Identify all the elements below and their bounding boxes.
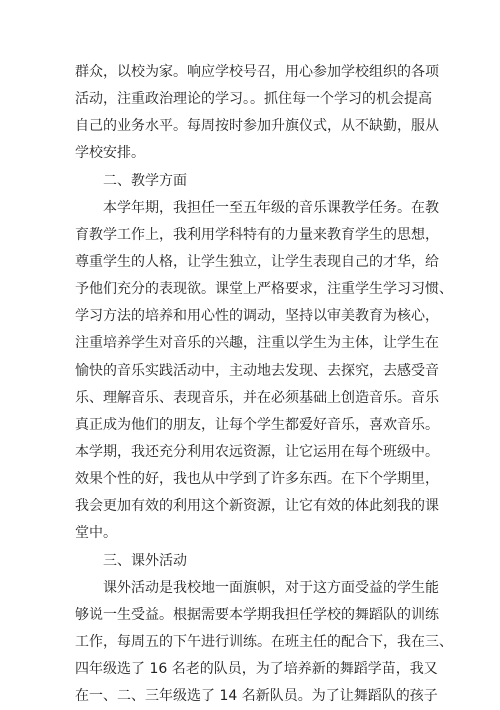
- text-line: 自己的业务水平。每周按时参加升旗仪式，从不缺勤，服从: [75, 118, 439, 135]
- text-line: 四年级选了 16 名老的队员，为了培养新的舞蹈学苗，我又: [75, 661, 438, 678]
- paragraph-first-line: 课外活动是我校地一面旗帜，对于这方面受益的学生能: [103, 579, 439, 596]
- text-line: 真正成为他们的朋友，让每个学生都爱好音乐，喜欢音乐。: [75, 416, 439, 433]
- text-line: 活动，注重政治理论的学习。。抓住每一个学习的机会提高: [75, 91, 432, 108]
- text-line: 学校安排。: [75, 145, 145, 162]
- text-line: 尊重学生的人格，让学生独立，让学生表现自己的才华，给: [75, 253, 439, 270]
- paragraph-first-line: 本学年期，我担任一至五年级的音乐课教学任务。在教: [103, 199, 439, 216]
- text-line: 愉快的音乐实践活动中，主动地去发现、去探究，去感受音: [75, 362, 439, 379]
- text-line: 本学期，我还充分利用农远资源，让它运用在每个班级中。: [75, 443, 439, 460]
- document-body: [75, 59, 453, 710]
- text-line: 群众，以校为家。响应学校号召，用心参加学校组织的各项: [75, 64, 439, 80]
- text-line: 在一、二、三年级选了 14 名新队员。为了让舞蹈队的孩子: [75, 688, 438, 705]
- text-line: 乐、理解音乐、表现音乐，并在必须基础上创造音乐。音乐: [75, 389, 439, 406]
- text-line: 育教学工作上，我利用学科特有的力量来教育学生的思想，: [75, 226, 439, 243]
- section-heading: 二、教学方面: [103, 172, 187, 189]
- text-line: 够说一生受益。根据需要本学期我担任学校的舞蹈队的训练: [75, 606, 439, 623]
- section-heading: 三、课外活动: [103, 552, 187, 569]
- text-line: 效果个性的好，我也从中学到了许多东西。在下个学期里，: [75, 471, 439, 488]
- text-line: 工作，每周五的下午进行训练。在班主任的配合下，我在三、: [75, 633, 453, 650]
- text-line: 堂中。: [75, 525, 117, 542]
- text-line: 学习方法的培养和用心性的调动，坚持以审美教育为核心，: [75, 308, 439, 325]
- text-line: 予他们充分的表现欲。课堂上严格要求，注重学生学习习惯、: [75, 281, 453, 298]
- text-line: 注重培养学生对音乐的兴趣，注重以学生为主体，让学生在: [75, 335, 439, 352]
- text-line: 我会更加有效的利用这个新资源，让它有效的体此刻我的课: [75, 498, 439, 515]
